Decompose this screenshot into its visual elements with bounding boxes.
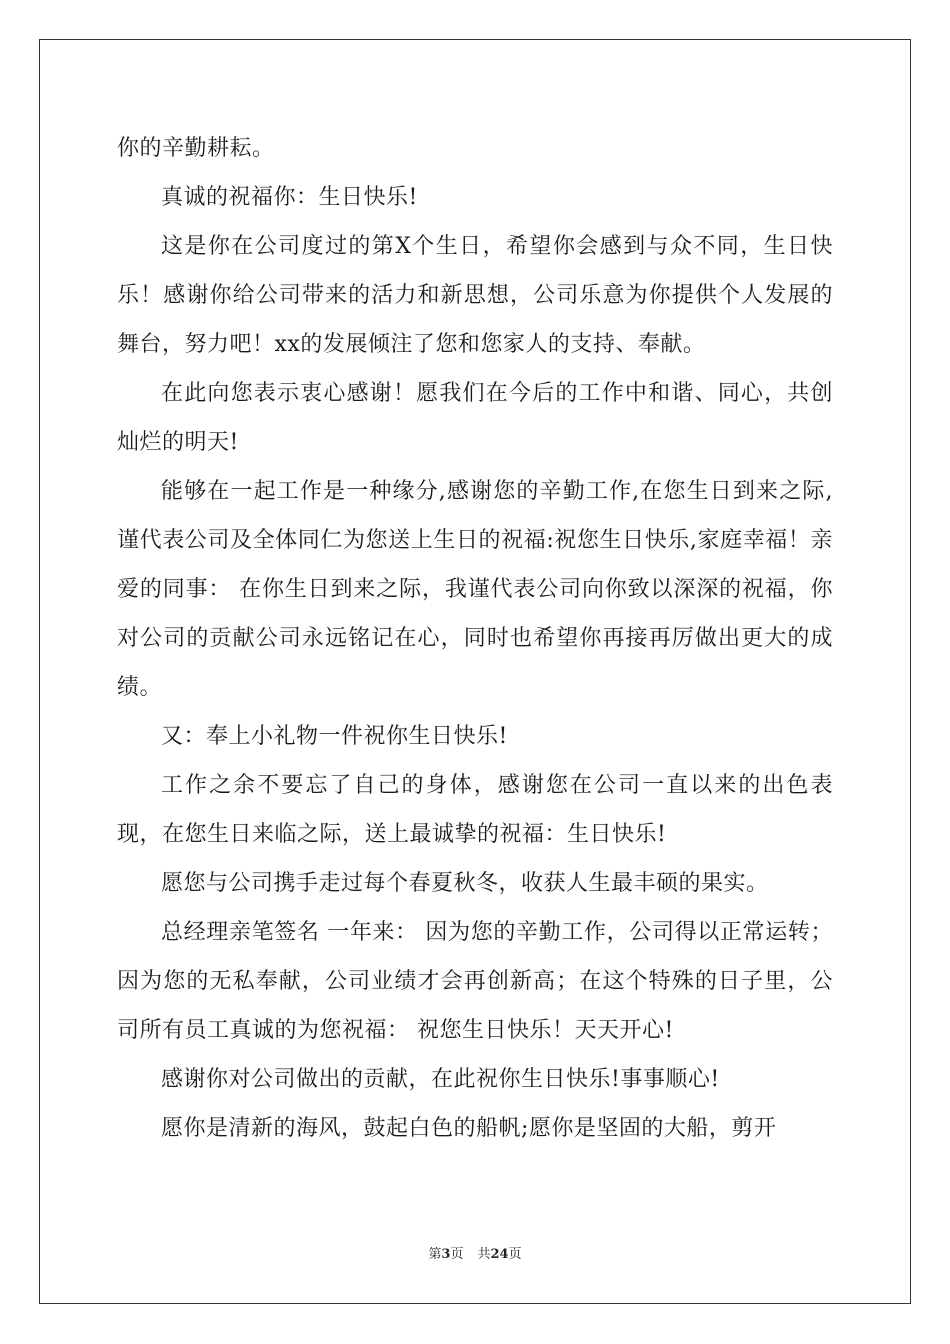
paragraph-8: 愿您与公司携手走过每个春夏秋冬，收获人生最丰硕的果实。: [161, 871, 769, 896]
page-suffix: 页: [450, 1247, 464, 1262]
page-prefix: 第: [428, 1247, 442, 1262]
page-footer: [0, 1246, 950, 1264]
paragraph-9: 总经理亲笔签名 一年来： 因为您的辛勤工作，公司得以正常运转；因为您的无私奉献，公司业绩才会再创新高；在这个特殊的日子里，公司所有员工真诚的为您祝福： 祝您生日快乐！天天开心!: [117, 920, 833, 1043]
document-body: [117, 124, 833, 1153]
paragraph-11: 愿你是清新的海风，鼓起白色的船帆;愿你是坚固的大船，剪开: [161, 1116, 777, 1141]
total-pages: 24: [490, 1247, 509, 1262]
paragraph-2: 真诚的祝福你：生日快乐!: [161, 185, 418, 210]
paragraph-10: 感谢你对公司做出的贡献，在此祝你生日快乐!事事顺心!: [161, 1067, 720, 1092]
paragraph-6: 又：奉上小礼物一件祝你生日快乐!: [161, 724, 508, 749]
total-suffix: 页: [508, 1247, 522, 1262]
paragraph-7: 工作之余不要忘了自己的身体，感谢您在公司一直以来的出色表现，在您生日来临之际，送上最诚挚的祝福：生日快乐!: [117, 773, 833, 847]
paragraph-4: 在此向您表示衷心感谢！愿我们在今后的工作中和谐、同心，共创灿烂的明天!: [117, 381, 833, 455]
paragraph-5: 能够在一起工作是一种缘分,感谢您的辛勤工作,在您生日到来之际,谨代表公司及全体同仁为您送上生日的祝福:祝您生日快乐,家庭幸福！亲爱的同事： 在你生日到来之际，我谨代表公司向你致以深深的祝福，你对公司的贡献公司永远铭记在心，同时也希望你再接再厉做出更大的成绩。: [117, 479, 833, 700]
paragraph-1: 你的辛勤耕耘。: [117, 136, 275, 161]
page-number: 3: [441, 1247, 451, 1262]
total-prefix: 共: [477, 1247, 491, 1262]
paragraph-3: 这是你在公司度过的第X个生日，希望你会感到与众不同，生日快乐！感谢你给公司带来的活力和新思想，公司乐意为你提供个人发展的舞台，努力吧！xx的发展倾注了您和您家人的支持、奉献。: [117, 234, 833, 357]
